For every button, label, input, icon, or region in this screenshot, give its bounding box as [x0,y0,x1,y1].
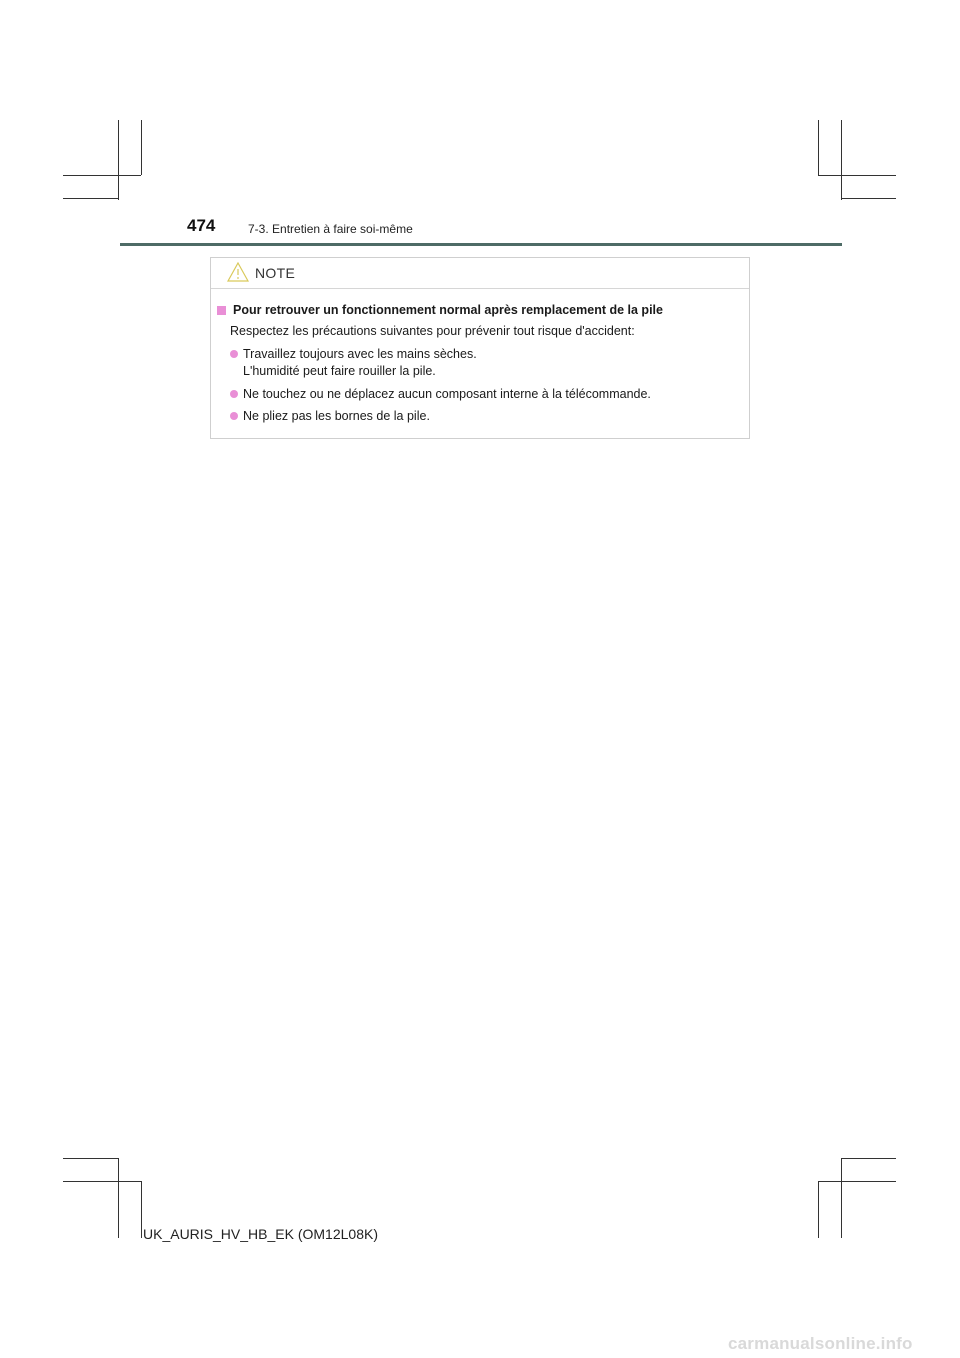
crop-mark [63,198,119,199]
dot-bullet-icon [230,390,238,398]
crop-mark [841,120,842,200]
note-intro: Respectez les précautions suivantes pour prévenir tout risque d'accident: [230,324,635,338]
crop-mark [63,1158,119,1159]
note-box [210,257,750,439]
list-item [230,386,651,403]
crop-mark [118,120,119,200]
crop-mark [141,120,142,175]
crop-mark [818,1181,819,1238]
list-item [230,346,477,380]
list-item-text: Ne touchez ou ne déplacez aucun composant interne à la télécommande. [243,387,651,401]
crop-mark [141,1181,142,1238]
crop-mark [63,175,141,176]
crop-mark [818,1181,896,1182]
note-header [211,258,749,289]
crop-mark [818,175,896,176]
section-title: 7-3. Entretien à faire soi-même [248,222,413,236]
note-heading [217,303,663,317]
crop-mark [841,198,896,199]
dot-bullet-icon [230,350,238,358]
header-rule [120,243,842,246]
note-heading-text: Pour retrouver un fonctionnement normal après remplacement de la pile [233,303,663,317]
crop-mark [63,1181,141,1182]
page-number: 474 [187,216,216,235]
watermark: carmanualsonline.info [728,1334,913,1353]
document-code: UK_AURIS_HV_HB_EK (OM12L08K) [143,1226,378,1242]
square-bullet-icon [217,306,226,315]
crop-mark [841,1158,896,1159]
crop-mark [118,1158,119,1238]
list-item-text: Travaillez toujours avec les mains sèches. [243,347,477,361]
dot-bullet-icon [230,412,238,420]
warning-triangle-icon [227,262,249,282]
crop-mark [841,1158,842,1238]
list-item-text: Ne pliez pas les bornes de la pile. [243,409,430,423]
note-title: NOTE [255,265,296,281]
list-item-text: L'humidité peut faire rouiller la pile. [243,364,436,378]
crop-mark [818,120,819,175]
list-item [230,408,430,425]
